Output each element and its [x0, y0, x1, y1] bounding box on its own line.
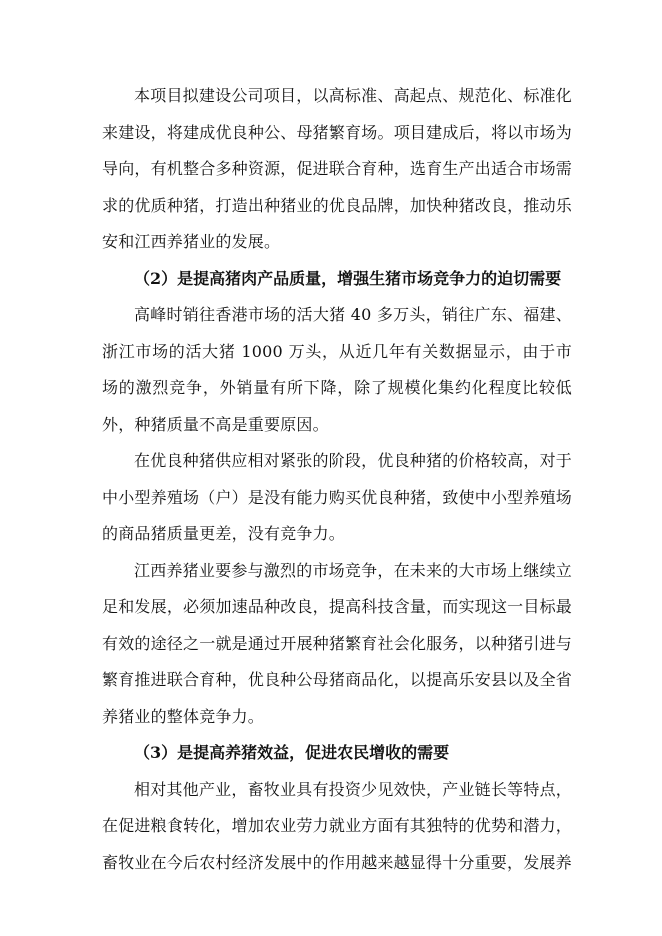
paragraph-project-goal: 本项目拟建设公司项目，以高标准、高起点、规范化、标准化来建设，将建成优良种公、母猪繁育场。项目建成后，将以市场为导向，有机整合多种资源，促进联合育种，选育生产出适合市场需求的优质种猪，打造出种猪业的优良品牌，加快种猪改良，推动乐安和江西养猪业的发展。: [102, 86, 572, 251]
document-body: [102, 78, 572, 881]
paragraph-breeding-supply: 在优良种猪供应相对紧张的阶段，优良种猪的价格较高，对于中小型养殖场（户）是没有能力购买优良种猪，致使中小型养殖场的商品猪质量更差，没有竞争力。: [102, 451, 572, 543]
section-heading-3: （3）是提高养猪效益，促进农民增收的需要: [134, 743, 450, 762]
paragraph-livestock-industry: 相对其他产业，畜牧业具有投资少见效快，产业链长等特点，在促进粮食转化，增加农业劳力就业方面有其独特的优势和潜力，畜牧业在今后农村经济发展中的作用越来越显得十分重要，发展养: [102, 779, 572, 872]
paragraph-market-sales: 高峰时销往香港市场的活大猪 40 多万头，销往广东、福建、浙江市场的活大猪 1000 万头，从近几年有关数据显示，由于市场的激烈竞争，外销量有所下降，除了规模化集约化程度比较低外，种猪质量不高是重要原因。: [102, 305, 572, 434]
paragraph-competition: 江西养猪业要参与激烈的市场竞争，在未来的大市场上继续立足和发展，必须加速品种改良，提高科技含量，而实现这一目标最有效的途径之一就是通过开展种猪繁育社会化服务，以种猪引进与繁育推进联合育种，优良种公母猪商品化，以提高乐安县以及全省养猪业的整体竞争力。: [102, 560, 572, 726]
section-heading-2: （2）是提高猪肉产品质量，增强生猪市场竞争力的迫切需要: [134, 268, 562, 288]
